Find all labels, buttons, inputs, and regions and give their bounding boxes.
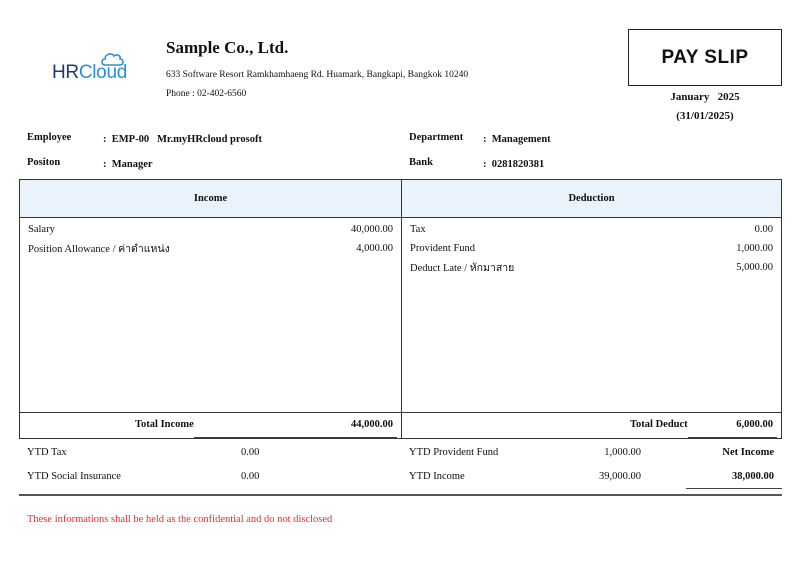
deduction-total-row bbox=[402, 412, 781, 438]
employee-value: : EMP-00 Mr.myHRcloud prosoft bbox=[103, 134, 262, 145]
deduction-row bbox=[410, 258, 773, 276]
company-name: Sample Co., Ltd. bbox=[166, 38, 289, 57]
ytd-income-label: YTD Income bbox=[409, 471, 465, 482]
logo-text-hr: HR bbox=[52, 62, 79, 83]
income-item-label: Position Allowance / ค่าตำแหน่ง bbox=[28, 243, 170, 255]
deduction-column bbox=[402, 180, 781, 438]
department-value: : Management bbox=[483, 134, 551, 145]
income-column bbox=[20, 180, 402, 438]
deduction-item-amount: 0.00 bbox=[754, 223, 773, 235]
employee-label: Employee bbox=[27, 132, 72, 143]
ytd-provident-value: 1,000.00 bbox=[604, 447, 641, 458]
income-item-amount: 4,000.00 bbox=[356, 242, 393, 254]
net-income-label: Net Income bbox=[722, 447, 774, 458]
company-address: 633 Software Resort Ramkhamhaeng Rd. Huamark, Bangkapi, Bangkok 10240 bbox=[166, 70, 469, 80]
ytd-tax-value: 0.00 bbox=[241, 447, 260, 458]
deduction-row bbox=[410, 220, 773, 238]
position-value: : Manager bbox=[103, 159, 153, 170]
department-label: Department bbox=[409, 132, 464, 143]
bottom-divider bbox=[19, 494, 782, 496]
bank-value: : 0281820381 bbox=[483, 159, 545, 170]
logo-text-cloud: Cloud bbox=[78, 62, 127, 83]
total-income-label: Total Income bbox=[135, 419, 194, 430]
ytd-provident-label: YTD Provident Fund bbox=[409, 447, 499, 458]
deduction-item-label: Tax bbox=[410, 223, 426, 235]
total-income-underline bbox=[194, 437, 397, 438]
ytd-income-value: 39,000.00 bbox=[599, 471, 641, 482]
income-row bbox=[28, 220, 393, 238]
total-deduct-underline bbox=[688, 437, 777, 438]
bank-label: Bank bbox=[409, 157, 433, 168]
pay-period: January 2025 bbox=[670, 91, 740, 103]
income-row bbox=[28, 239, 393, 257]
deduction-item-amount: 5,000.00 bbox=[736, 261, 773, 273]
payslip-title: PAY SLIP bbox=[661, 46, 749, 68]
payslip-title-box bbox=[628, 29, 782, 86]
total-deduct-label: Total Deduct bbox=[630, 419, 688, 430]
deduction-item-label: Deduct Late / หักมาสาย bbox=[410, 262, 515, 274]
net-income-underline bbox=[686, 488, 782, 489]
net-income-value: 38,000.00 bbox=[732, 471, 774, 482]
income-total-row bbox=[20, 412, 401, 438]
ytd-tax-label: YTD Tax bbox=[27, 447, 67, 458]
pay-date: (31/01/2025) bbox=[676, 110, 734, 122]
position-label: Positon bbox=[27, 157, 61, 168]
ytd-social-value: 0.00 bbox=[241, 471, 260, 482]
total-deduct-value: 6,000.00 bbox=[736, 419, 773, 430]
income-header: Income bbox=[20, 180, 401, 218]
income-item-label: Salary bbox=[28, 223, 55, 235]
company-logo bbox=[50, 48, 140, 88]
income-item-amount: 40,000.00 bbox=[351, 223, 393, 235]
deduction-header: Deduction bbox=[402, 180, 781, 218]
company-phone: Phone : 02-402-6560 bbox=[166, 89, 247, 99]
deduction-item-amount: 1,000.00 bbox=[736, 242, 773, 254]
deduction-row bbox=[410, 239, 773, 257]
payslip-table bbox=[19, 179, 782, 439]
confidential-note: These informations shall be held as the confidential and do not disclosed bbox=[27, 514, 333, 525]
deduction-item-label: Provident Fund bbox=[410, 242, 476, 254]
ytd-social-label: YTD Social Insurance bbox=[27, 471, 121, 482]
total-income-value: 44,000.00 bbox=[351, 419, 393, 430]
